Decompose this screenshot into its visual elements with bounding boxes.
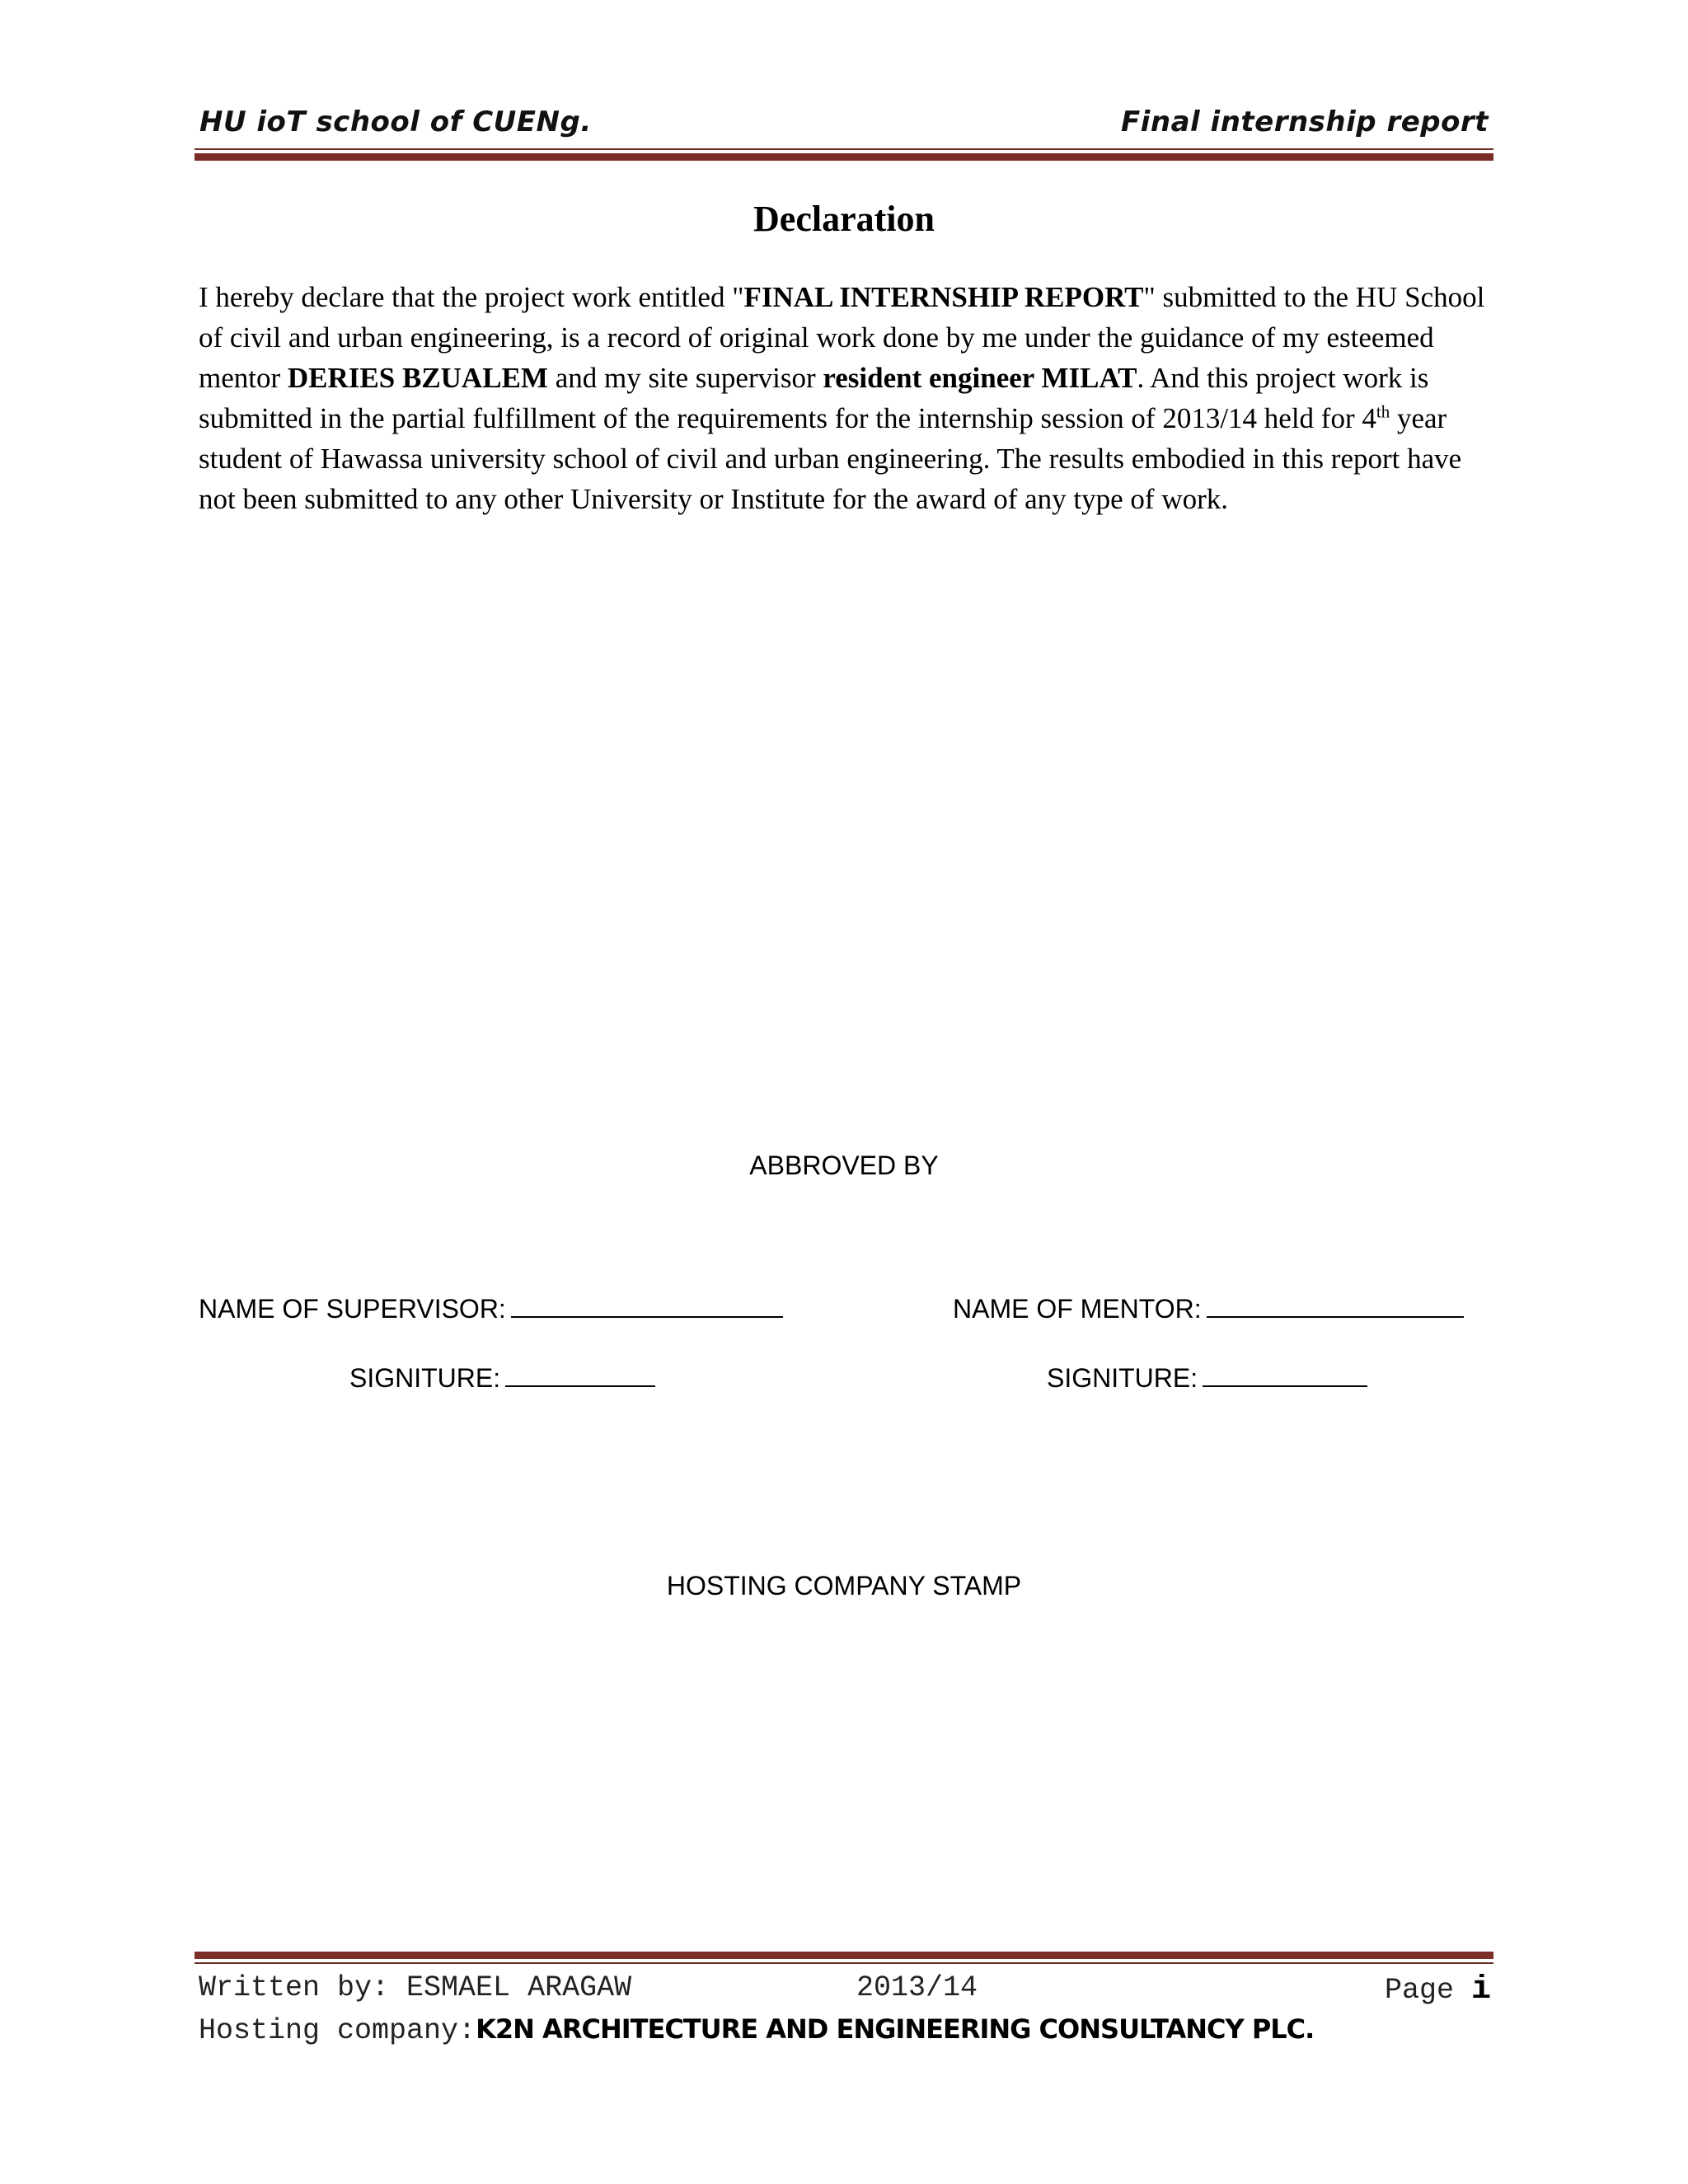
mentor-signature-blank[interactable] (1203, 1361, 1367, 1387)
mentor-signature-field (1047, 1361, 1367, 1394)
declaration-mentor-name: DERIES BZUALEM (287, 362, 548, 394)
footer-rule-thin (195, 1962, 1493, 1964)
footer-page-number: i (1470, 1971, 1491, 2008)
footer-page-label: Page (1384, 1974, 1454, 2007)
footer-hosting-label: Hosting company: (199, 2014, 476, 2047)
mentor-name-blank[interactable] (1207, 1291, 1464, 1318)
declaration-text-3: and my site supervisor (547, 362, 823, 394)
supervisor-signature-blank[interactable] (505, 1361, 655, 1387)
header-rule-thick (195, 153, 1493, 161)
declaration-text-2: " submitted to the HU School of civil and urban engineering, is a record of original work done by me under the guidance of my esteemed mentor (199, 281, 1485, 394)
declaration-supervisor-name: resident engineer MILAT (823, 362, 1137, 394)
header-school-name: HU ioT school of CUENg. (199, 105, 592, 138)
footer-second-line (199, 2013, 1517, 2047)
footer-first-line (199, 1971, 1491, 2009)
supervisor-name-blank[interactable] (511, 1291, 783, 1318)
supervisor-signature-field (349, 1361, 655, 1394)
supervisor-name-label: NAME OF SUPERVISOR: (199, 1294, 506, 1324)
hosting-company-stamp-label: HOSTING COMPANY STAMP (666, 1571, 1022, 1601)
mentor-name-field (953, 1291, 1464, 1324)
mentor-name-label: NAME OF MENTOR: (953, 1294, 1202, 1324)
footer-written-by: Written by: ESMAEL ARAGAW (199, 1971, 632, 2004)
footer-rule-thick (195, 1952, 1493, 1959)
page-header (196, 105, 1492, 145)
page-title: Declaration (753, 199, 935, 239)
supervisor-name-field (199, 1291, 783, 1324)
declaration-paragraph (199, 277, 1491, 519)
header-rule-thin (195, 148, 1493, 150)
declaration-ordinal-suffix: th (1376, 401, 1390, 422)
approved-by-heading: ABBROVED BY (749, 1151, 939, 1180)
footer-page (1385, 1971, 1491, 2008)
footer-year: 2013/14 (856, 1971, 978, 2004)
declaration-report-title: FINAL INTERNSHIP REPORT (743, 281, 1144, 313)
declaration-text-5: year student of Hawassa university school of civil and urban engineering. The results embodied in this report have not been submitted to any other University or Institute for the award of any type of work. (199, 402, 1462, 515)
footer-hosting-company-name: K2N ARCHITECTURE AND ENGINEERING CONSULTANCY PLC. (476, 2013, 1315, 2045)
mentor-signature-label: SIGNITURE: (1047, 1363, 1198, 1393)
declaration-text-1: I hereby declare that the project work entitled " (199, 281, 744, 313)
header-report-title: Final internship report (1121, 105, 1489, 138)
supervisor-signature-label: SIGNITURE: (349, 1363, 501, 1393)
declaration-text-4: . And this project work is submitted in the partial fulfillment of the requirements for the internship session of 2013/14 held for 4 (199, 362, 1429, 434)
